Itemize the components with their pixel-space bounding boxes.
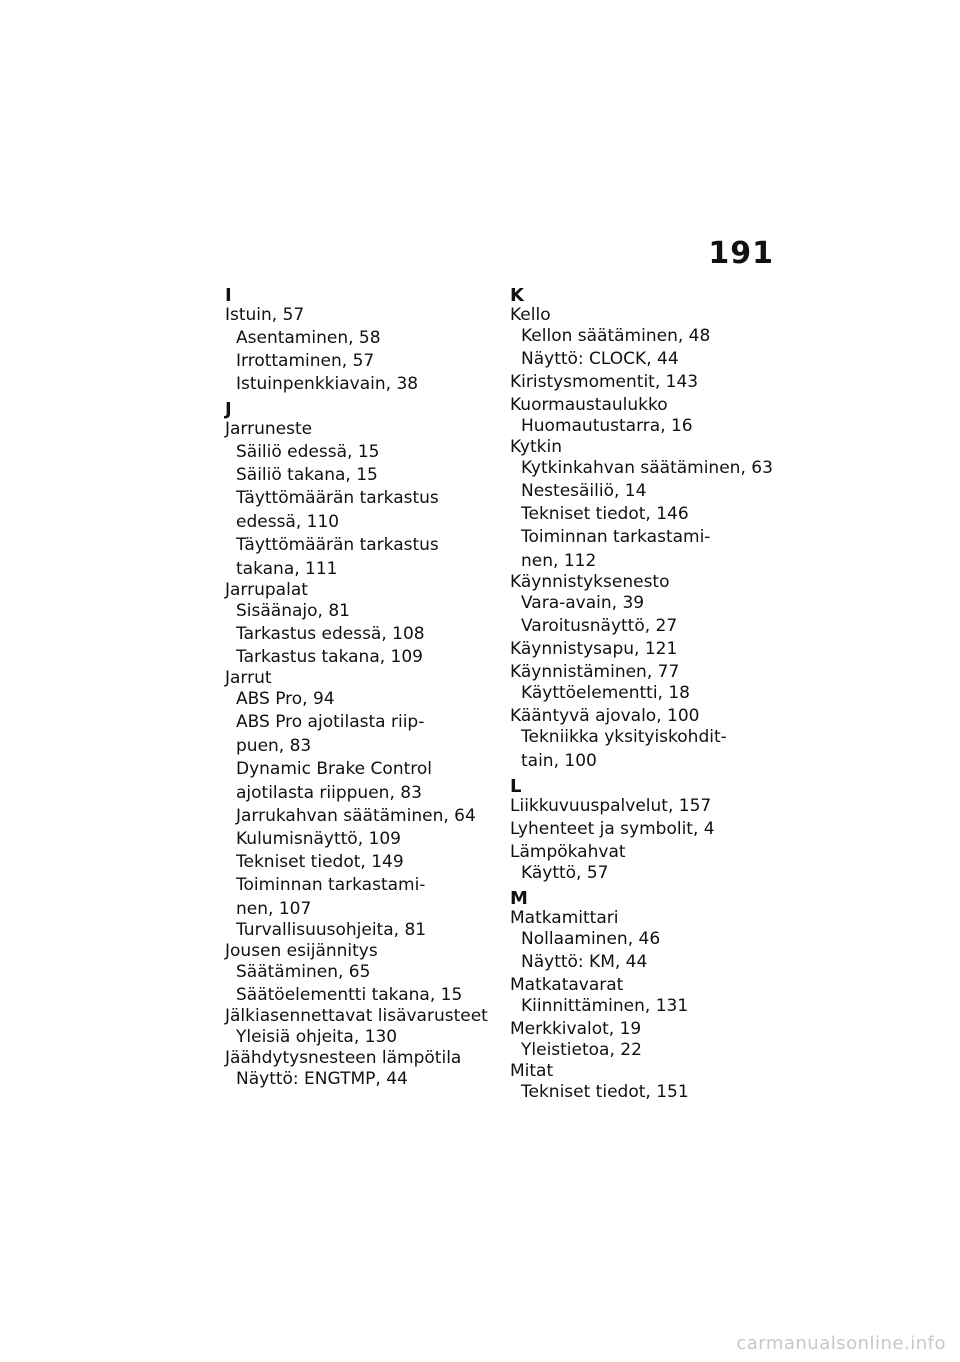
index-entry: Mitat bbox=[510, 1061, 554, 1081]
index-subentry: takana, 111 bbox=[236, 559, 338, 579]
index-subentry: Toiminnan tarkastami- bbox=[521, 527, 711, 547]
index-subentry: Yleisiä ohjeita, 130 bbox=[236, 1027, 398, 1047]
index-letter-heading: L bbox=[510, 776, 522, 797]
index-subentry: Kytkinkahvan säätäminen, 63 bbox=[521, 458, 773, 478]
index-subentry: Toiminnan tarkastami- bbox=[236, 875, 426, 895]
index-letter-heading: J bbox=[225, 399, 232, 420]
index-subentry: Tekniset tiedot, 151 bbox=[521, 1082, 689, 1102]
page-number: 191 bbox=[708, 236, 774, 271]
index-subentry: Nestesäiliö, 14 bbox=[521, 481, 647, 501]
index-letter-heading: K bbox=[510, 285, 524, 306]
index-subentry: Käyttö, 57 bbox=[521, 863, 609, 883]
index-entry: Kääntyvä ajovalo, 100 bbox=[510, 706, 700, 726]
index-entry: Istuin, 57 bbox=[225, 305, 305, 325]
index-subentry: Tekniset tiedot, 146 bbox=[521, 504, 689, 524]
index-subentry: Säätöelementti takana, 15 bbox=[236, 985, 463, 1005]
index-letter-heading: M bbox=[510, 888, 528, 909]
index-subentry: Näyttö: CLOCK, 44 bbox=[521, 349, 679, 369]
index-entry: Matkamittari bbox=[510, 908, 619, 928]
index-entry: Jousen esijännitys bbox=[225, 941, 378, 961]
index-subentry: Näyttö: ENGTMP, 44 bbox=[236, 1069, 408, 1089]
index-entry: Jälkiasennettavat lisävarusteet bbox=[225, 1006, 488, 1026]
index-subentry: Tekniikka yksityiskohdit- bbox=[521, 727, 727, 747]
index-letter-heading: I bbox=[225, 285, 232, 306]
index-column-left bbox=[225, 287, 487, 1090]
index-subentry: nen, 107 bbox=[236, 899, 312, 919]
index-entry: Kytkin bbox=[510, 437, 562, 457]
index-subentry: Turvallisuusohjeita, 81 bbox=[236, 920, 427, 940]
index-subentry: Yleistietoa, 22 bbox=[521, 1040, 642, 1060]
index-entry: Käynnistäminen, 77 bbox=[510, 662, 680, 682]
index-subentry: Täyttömäärän tarkastus bbox=[236, 535, 439, 555]
index-subentry: Säätäminen, 65 bbox=[236, 962, 371, 982]
index-subentry: Kulumisnäyttö, 109 bbox=[236, 829, 401, 849]
index-entry: Kello bbox=[510, 305, 551, 325]
index-subentry: Vara-avain, 39 bbox=[521, 593, 645, 613]
index-subentry: ajotilasta riippuen, 83 bbox=[236, 783, 422, 803]
index-entry: Kiristysmomentit, 143 bbox=[510, 372, 699, 392]
index-subentry: Säiliö edessä, 15 bbox=[236, 442, 380, 462]
index-entry: Matkatavarat bbox=[510, 975, 624, 995]
index-entry: Liikkuvuuspalvelut, 157 bbox=[510, 796, 712, 816]
index-subentry: Täyttömäärän tarkastus bbox=[236, 488, 439, 508]
index-subentry: ABS Pro ajotilasta riip- bbox=[236, 712, 425, 732]
index-subentry: Istuinpenkkiavain, 38 bbox=[236, 374, 419, 394]
index-entry: Jarruneste bbox=[225, 419, 313, 439]
index-subentry: ABS Pro, 94 bbox=[236, 689, 335, 709]
index-subentry: puen, 83 bbox=[236, 736, 312, 756]
index-subentry: nen, 112 bbox=[521, 551, 597, 571]
index-entry: Käynnistysapu, 121 bbox=[510, 639, 678, 659]
index-subentry: edessä, 110 bbox=[236, 512, 340, 532]
index-subentry: Tekniset tiedot, 149 bbox=[236, 852, 404, 872]
index-entry: Lämpökahvat bbox=[510, 842, 626, 862]
index-entry: Käynnistyksenesto bbox=[510, 572, 670, 592]
index-subentry: Tarkastus takana, 109 bbox=[236, 647, 423, 667]
index-entry: Lyhenteet ja symbolit, 4 bbox=[510, 819, 715, 839]
index-subentry: Säiliö takana, 15 bbox=[236, 465, 378, 485]
index-entry: Jarrupalat bbox=[225, 580, 308, 600]
index-column-right bbox=[510, 287, 780, 1103]
index-subentry: Nollaaminen, 46 bbox=[521, 929, 661, 949]
index-subentry: Jarrukahvan säätäminen, 64 bbox=[236, 806, 476, 826]
index-entry: Jarrut bbox=[225, 668, 272, 688]
index-subentry: Huomautustarra, 16 bbox=[521, 416, 693, 436]
index-subentry: Asentaminen, 58 bbox=[236, 328, 381, 348]
index-subentry: Näyttö: KM, 44 bbox=[521, 952, 648, 972]
index-subentry: Sisäänajo, 81 bbox=[236, 601, 350, 621]
index-subentry: Käyttöelementti, 18 bbox=[521, 683, 690, 703]
index-subentry: Irrottaminen, 57 bbox=[236, 351, 375, 371]
index-subentry: Kellon säätäminen, 48 bbox=[521, 326, 711, 346]
index-subentry: Kiinnittäminen, 131 bbox=[521, 996, 689, 1016]
index-subentry: Tarkastus edessä, 108 bbox=[236, 624, 425, 644]
watermark-footer: carmanualsonline.info bbox=[736, 1333, 946, 1354]
index-subentry: Varoitusnäyttö, 27 bbox=[521, 616, 678, 636]
index-entry: Merkkivalot, 19 bbox=[510, 1019, 642, 1039]
index-entry: Jäähdytysnesteen lämpötila bbox=[225, 1048, 462, 1068]
index-entry: Kuormaustaulukko bbox=[510, 395, 668, 415]
index-subentry: tain, 100 bbox=[521, 751, 597, 771]
index-subentry: Dynamic Brake Control bbox=[236, 759, 432, 779]
